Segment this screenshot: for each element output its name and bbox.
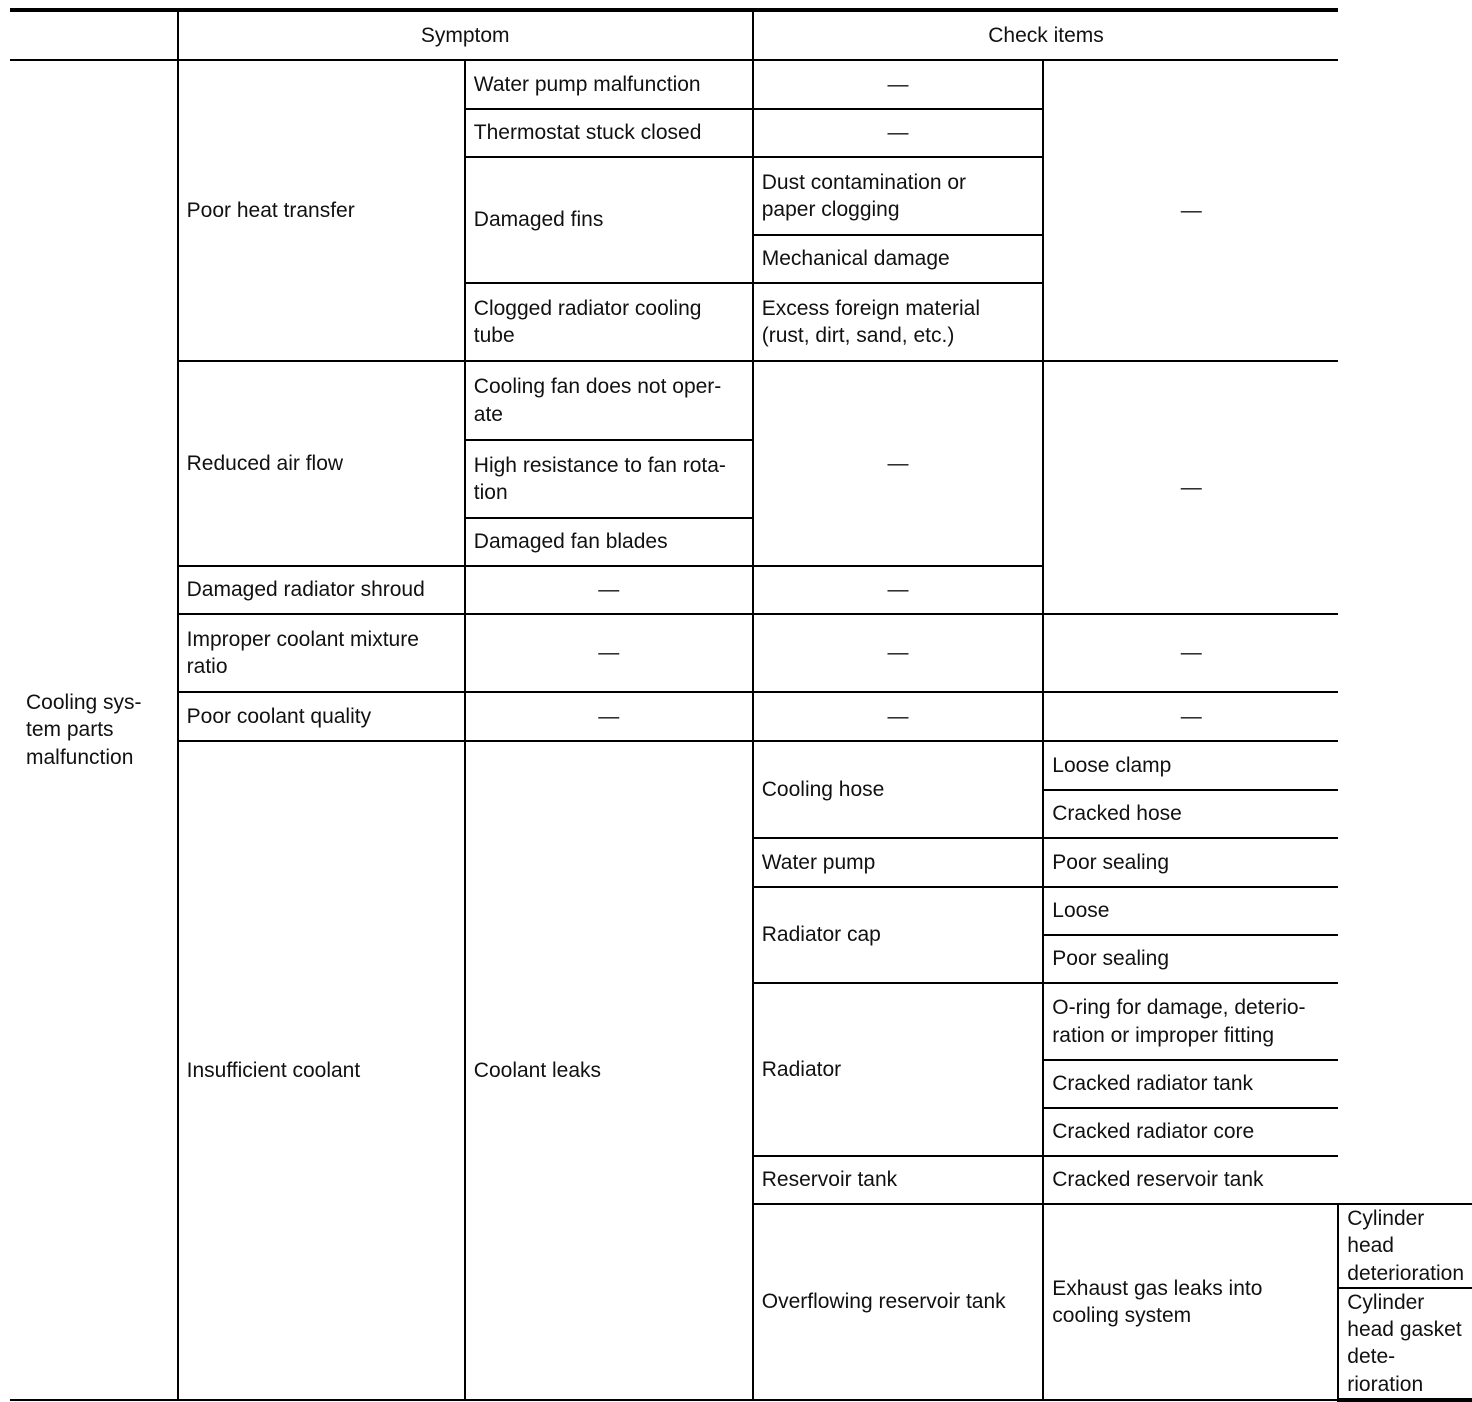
dash-cell: — (753, 566, 1044, 614)
check-excess-foreign-material: Excess foreign material (rust, dirt, sand, etc.) (753, 283, 1044, 361)
table-row (10, 741, 1472, 790)
symptom-improper-coolant-mixture-ratio: Improper coolant mixture ratio (178, 614, 465, 692)
check-cooling-hose: Cooling hose (753, 741, 1044, 838)
header-row (10, 10, 1472, 60)
check-cracked-radiator-core: Cracked radiator core (1043, 1108, 1338, 1156)
check-cracked-hose: Cracked hose (1043, 790, 1338, 838)
header-symptom: Symptom (178, 10, 753, 60)
symptom-high-resistance-to-fan-rotation: High resistance to fan rota- tion (465, 440, 753, 518)
symptom-overflowing-reservoir-tank: Overflowing reservoir tank (753, 1204, 1044, 1400)
check-poor-sealing-cap: Poor sealing (1043, 935, 1338, 983)
check-cylinder-head-gasket: Cylinder head gasket dete- rioration (1338, 1288, 1472, 1400)
cooling-system-table (10, 8, 1472, 1402)
dash-cell: — (465, 614, 753, 692)
check-dust-contamination: Dust contamination or paper clogging (753, 157, 1044, 235)
dash-cell: — (753, 361, 1044, 566)
check-loose-clamp: Loose clamp (1043, 741, 1338, 790)
troubleshooting-sheet (10, 8, 1472, 1402)
check-radiator: Radiator (753, 983, 1044, 1156)
symptom-damaged-radiator-shroud: Damaged radiator shroud (178, 566, 465, 614)
symptom-poor-coolant-quality: Poor coolant quality (178, 692, 465, 741)
symptom-water-pump-malfunction: Water pump malfunction (465, 60, 753, 109)
symptom-reduced-air-flow: Reduced air flow (178, 361, 465, 566)
check-cylinder-head-deterioration: Cylinder head deterioration (1338, 1204, 1472, 1288)
header-blank-cell (10, 10, 178, 60)
dash-cell: — (1043, 60, 1338, 361)
symptom-cooling-fan-does-not-operate: Cooling fan does not oper- ate (465, 361, 753, 440)
symptom-thermostat-stuck-closed: Thermostat stuck closed (465, 109, 753, 157)
dash-cell: — (1043, 361, 1338, 614)
dash-cell: — (465, 566, 753, 614)
dash-cell: — (753, 692, 1044, 741)
symptom-clogged-radiator-cooling-tube: Clogged radiator cooling tube (465, 283, 753, 361)
symptom-insufficient-coolant: Insufficient coolant (178, 741, 465, 1400)
check-reservoir-tank: Reservoir tank (753, 1156, 1044, 1204)
check-water-pump: Water pump (753, 838, 1044, 887)
check-mechanical-damage: Mechanical damage (753, 235, 1044, 283)
check-exhaust-gas-leaks: Exhaust gas leaks into cooling system (1043, 1204, 1338, 1400)
check-loose: Loose (1043, 887, 1338, 935)
check-cracked-reservoir-tank: Cracked reservoir tank (1043, 1156, 1338, 1204)
table-row (10, 614, 1472, 692)
dash-cell: — (753, 109, 1044, 157)
dash-cell: — (1043, 614, 1338, 692)
table-row (10, 361, 1472, 440)
check-cracked-radiator-tank: Cracked radiator tank (1043, 1060, 1338, 1108)
check-poor-sealing-pump: Poor sealing (1043, 838, 1338, 887)
symptom-coolant-leaks: Coolant leaks (465, 741, 753, 1400)
dash-cell: — (1043, 692, 1338, 741)
table-row (10, 60, 1472, 109)
dash-cell: — (465, 692, 753, 741)
header-check-items: Check items (753, 10, 1339, 60)
category-cooling-system-parts-malfunction: Cooling sys- tem parts malfunction (10, 60, 178, 1400)
dash-cell: — (753, 60, 1044, 109)
check-radiator-cap: Radiator cap (753, 887, 1044, 983)
table-row (10, 692, 1472, 741)
dash-cell: — (753, 614, 1044, 692)
symptom-damaged-fins: Damaged fins (465, 157, 753, 283)
check-o-ring: O-ring for damage, deterio- ration or improper fitting (1043, 983, 1338, 1060)
symptom-poor-heat-transfer: Poor heat transfer (178, 60, 465, 361)
symptom-damaged-fan-blades: Damaged fan blades (465, 518, 753, 566)
